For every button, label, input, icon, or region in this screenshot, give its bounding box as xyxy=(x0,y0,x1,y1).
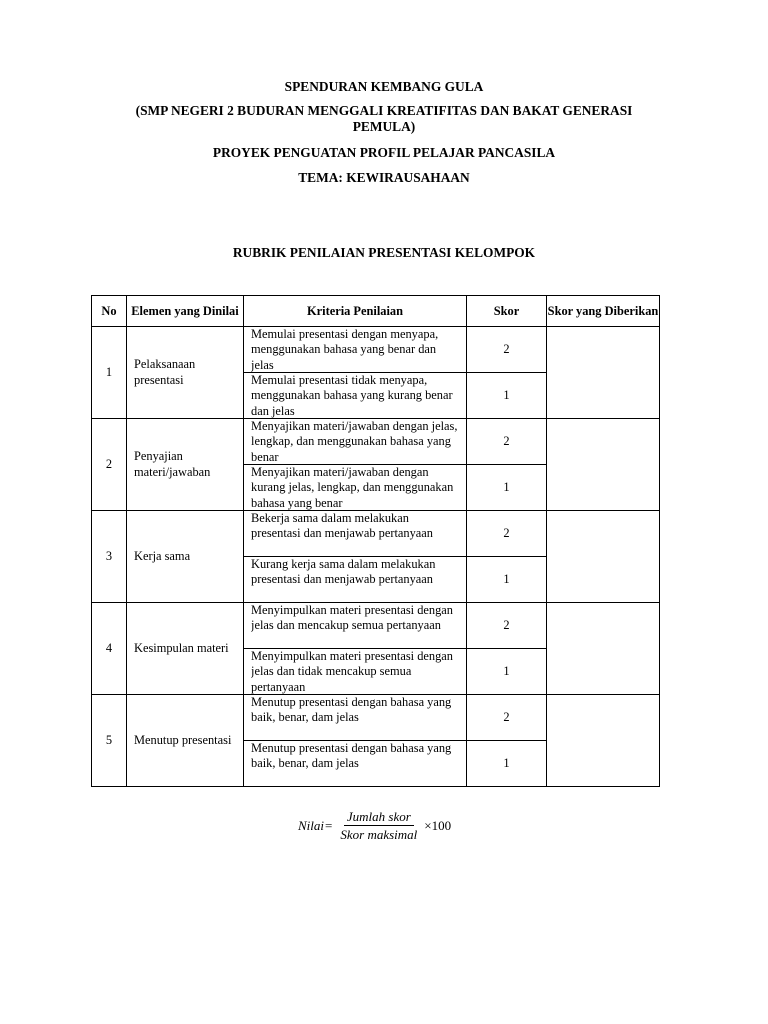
row-number: 1 xyxy=(92,327,127,419)
row-number: 3 xyxy=(92,511,127,603)
criteria-text: Menyimpulkan materi presentasi dengan jelas dan mencakup semua pertanyaan xyxy=(251,603,453,633)
row-score: 2 xyxy=(467,511,547,557)
header-criteria: Kriteria Penilaian xyxy=(244,296,467,327)
table-row xyxy=(92,603,660,649)
school-name: SPENDURAN KEMBANG GULA xyxy=(284,79,484,94)
formula-lhs: Nilai xyxy=(298,817,325,833)
table-row xyxy=(92,419,660,465)
row-score: 1 xyxy=(467,373,547,419)
table-row xyxy=(92,695,660,741)
rubric-title: RUBRIK PENILAIAN PRESENTASI KELOMPOK xyxy=(232,245,536,260)
criteria-text: Menyimpulkan materi presentasi dengan jelas dan tidak mencakup semua pertanyaan xyxy=(251,649,453,694)
formula-numerator: Jumlah skor xyxy=(344,809,414,826)
given-score-cell[interactable] xyxy=(547,327,660,419)
criteria-text: Menyajikan materi/jawaban dengan jelas, lengkap, dan menggunakan bahasa yang benar xyxy=(251,419,458,464)
header-score: Skor xyxy=(467,296,547,327)
school-subtitle-line1: (SMP NEGERI 2 BUDURAN MENGGALI KREATIFITAS DAN BAKAT GENERASI xyxy=(135,103,633,118)
school-subtitle xyxy=(92,103,676,135)
row-criteria xyxy=(244,695,467,741)
table-header-row xyxy=(92,296,660,327)
header-no: No xyxy=(92,296,127,327)
row-criteria xyxy=(244,511,467,557)
formula-denominator: Skor maksimal xyxy=(340,827,418,842)
row-score: 1 xyxy=(467,741,547,787)
table-row xyxy=(92,327,660,373)
rubric-table xyxy=(91,295,660,787)
row-criteria xyxy=(244,327,467,373)
given-score-cell[interactable] xyxy=(547,511,660,603)
row-score: 2 xyxy=(467,419,547,465)
project-title: PROYEK PENGUATAN PROFIL PELAJAR PANCASILA xyxy=(212,145,556,160)
row-element: Menutup presentasi xyxy=(127,695,244,787)
criteria-text: Menutup presentasi dengan bahasa yang baik, benar, dam jelas xyxy=(251,695,452,725)
row-score: 2 xyxy=(467,603,547,649)
row-criteria xyxy=(244,465,467,511)
row-element: Kesimpulan materi xyxy=(127,603,244,695)
row-score: 1 xyxy=(467,557,547,603)
row-criteria xyxy=(244,557,467,603)
row-element: Kerja sama xyxy=(127,511,244,603)
given-score-cell[interactable] xyxy=(547,603,660,695)
row-element: Pelaksanaan presentasi xyxy=(127,327,244,419)
formula-fraction xyxy=(337,809,420,842)
score-formula xyxy=(298,809,451,842)
school-subtitle-line2: PEMULA) xyxy=(352,119,416,134)
row-criteria xyxy=(244,649,467,695)
row-score: 2 xyxy=(467,327,547,373)
criteria-text: Memulai presentasi dengan menyapa, menggunakan bahasa yang benar dan jelas xyxy=(251,327,439,372)
row-criteria xyxy=(244,373,467,419)
header-element: Elemen yang Dinilai xyxy=(127,296,244,327)
row-criteria xyxy=(244,419,467,465)
row-element: Penyajian materi/jawaban xyxy=(127,419,244,511)
table-row xyxy=(92,511,660,557)
row-criteria xyxy=(244,603,467,649)
row-number: 5 xyxy=(92,695,127,787)
theme-title: TEMA: KEWIRAUSAHAAN xyxy=(298,170,470,185)
given-score-cell[interactable] xyxy=(547,419,660,511)
criteria-text: Bekerja sama dalam melakukan presentasi dan menjawab pertanyaan xyxy=(251,511,433,541)
criteria-text: Menutup presentasi dengan bahasa yang baik, benar, dam jelas xyxy=(251,741,452,771)
formula-equals: = xyxy=(325,817,333,833)
criteria-text: Menyajikan materi/jawaban dengan kurang jelas, lengkap, dan menggunakan bahasa yang benar xyxy=(251,465,454,510)
row-score: 1 xyxy=(467,465,547,511)
row-number: 2 xyxy=(92,419,127,511)
criteria-text: Memulai presentasi tidak menyapa, menggunakan bahasa yang kurang benar dan jelas xyxy=(251,373,453,418)
row-number: 4 xyxy=(92,603,127,695)
row-criteria xyxy=(244,741,467,787)
row-score: 2 xyxy=(467,695,547,741)
header-given-score: Skor yang Diberikan xyxy=(547,296,660,327)
formula-multiplier: ×100 xyxy=(424,817,452,833)
given-score-cell[interactable] xyxy=(547,695,660,787)
criteria-text: Kurang kerja sama dalam melakukan presentasi dan menjawab pertanyaan xyxy=(251,557,436,587)
row-score: 1 xyxy=(467,649,547,695)
